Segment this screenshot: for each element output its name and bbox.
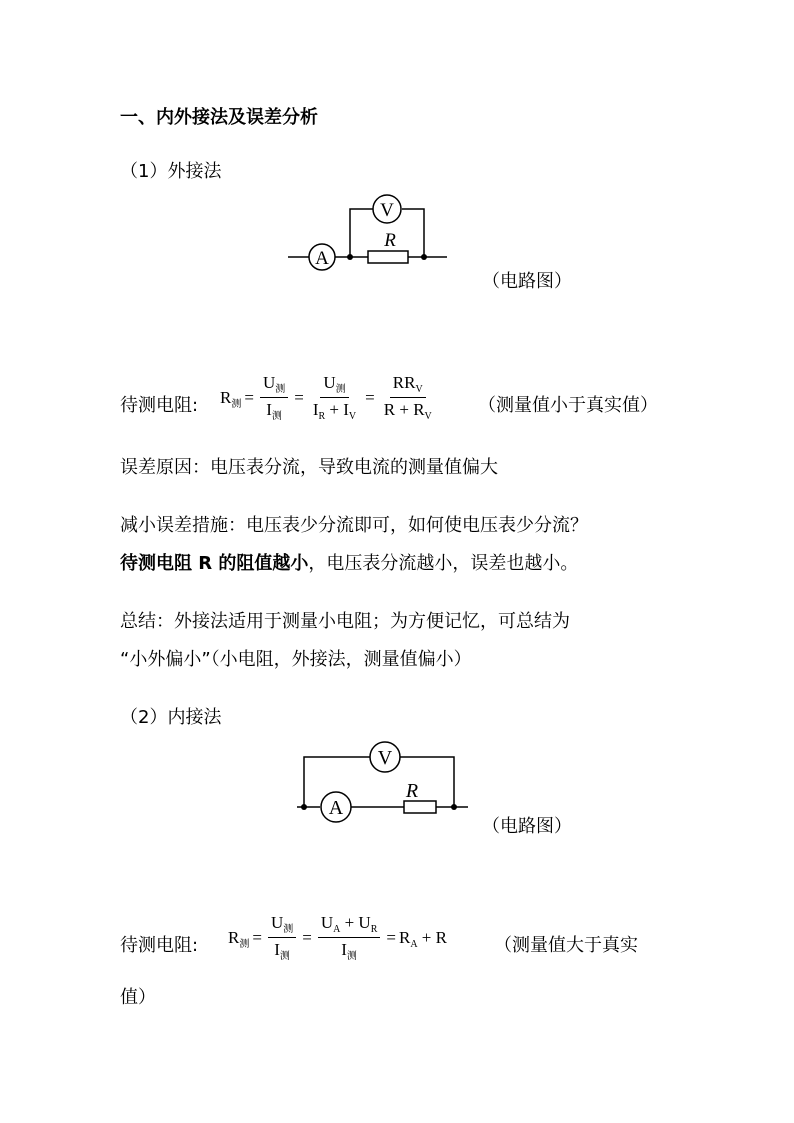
- bold-emphasis: 待测电阻 R 的阻值越小: [120, 553, 309, 574]
- section-heading: 一、内外接法及误差分析: [120, 107, 318, 128]
- resistor-symbol: [404, 801, 436, 813]
- junction-dot: [451, 804, 457, 810]
- internal-formula-label: 待测电阻:: [120, 935, 199, 956]
- internal-caption: （电路图）: [482, 816, 572, 837]
- voltmeter-label: V: [377, 747, 393, 769]
- resistor-label: R: [405, 780, 419, 802]
- internal-note-cont: 值）: [120, 987, 156, 1008]
- ammeter-label: A: [328, 797, 344, 819]
- internal-circuit-diagram: [292, 735, 472, 835]
- reduce-detail: [120, 552, 578, 576]
- external-title: （1）外接法: [120, 161, 222, 182]
- external-formula: $R_测$ = $\frac{U_测}{I_测}$ = $\frac{U_测}{I_R + I_V}$ = $\frac{RR_V}{R + R_V}$: [220, 373, 432, 422]
- ammeter-label: A: [315, 248, 329, 269]
- external-circuit-diagram: [280, 185, 460, 275]
- junction-dot: [301, 804, 307, 810]
- reduce-rest: ，电压表分流越小，误差也越小。: [308, 553, 579, 574]
- external-note: （测量值小于真实值）: [478, 395, 658, 416]
- junction-dot: [421, 254, 427, 260]
- internal-title: （2）内接法: [120, 707, 222, 728]
- voltmeter-label: V: [380, 200, 394, 221]
- resistor-label: R: [384, 230, 396, 251]
- error-cause: 误差原因：电压表分流，导致电流的测量值偏大: [120, 457, 498, 478]
- internal-formula: $R_测$ = $\frac{U_测}{I_测}$ = $\frac{U_A + U_R}{I_测}$ = $R_A + R$: [228, 913, 447, 962]
- external-caption: （电路图）: [482, 271, 572, 292]
- summary-line-2: “小外偏小”（小电阻，外接法，测量值偏小）: [120, 649, 472, 670]
- summary-line-1: 总结：外接法适用于测量小电阻；为方便记忆，可总结为: [120, 611, 570, 632]
- reduce-error: 减小误差措施：电压表少分流即可，如何使电压表少分流？: [120, 515, 588, 536]
- junction-dot: [347, 254, 353, 260]
- resistor-symbol: [368, 251, 408, 263]
- external-formula-label: 待测电阻:: [120, 395, 199, 416]
- internal-note: （测量值大于真实: [494, 935, 638, 956]
